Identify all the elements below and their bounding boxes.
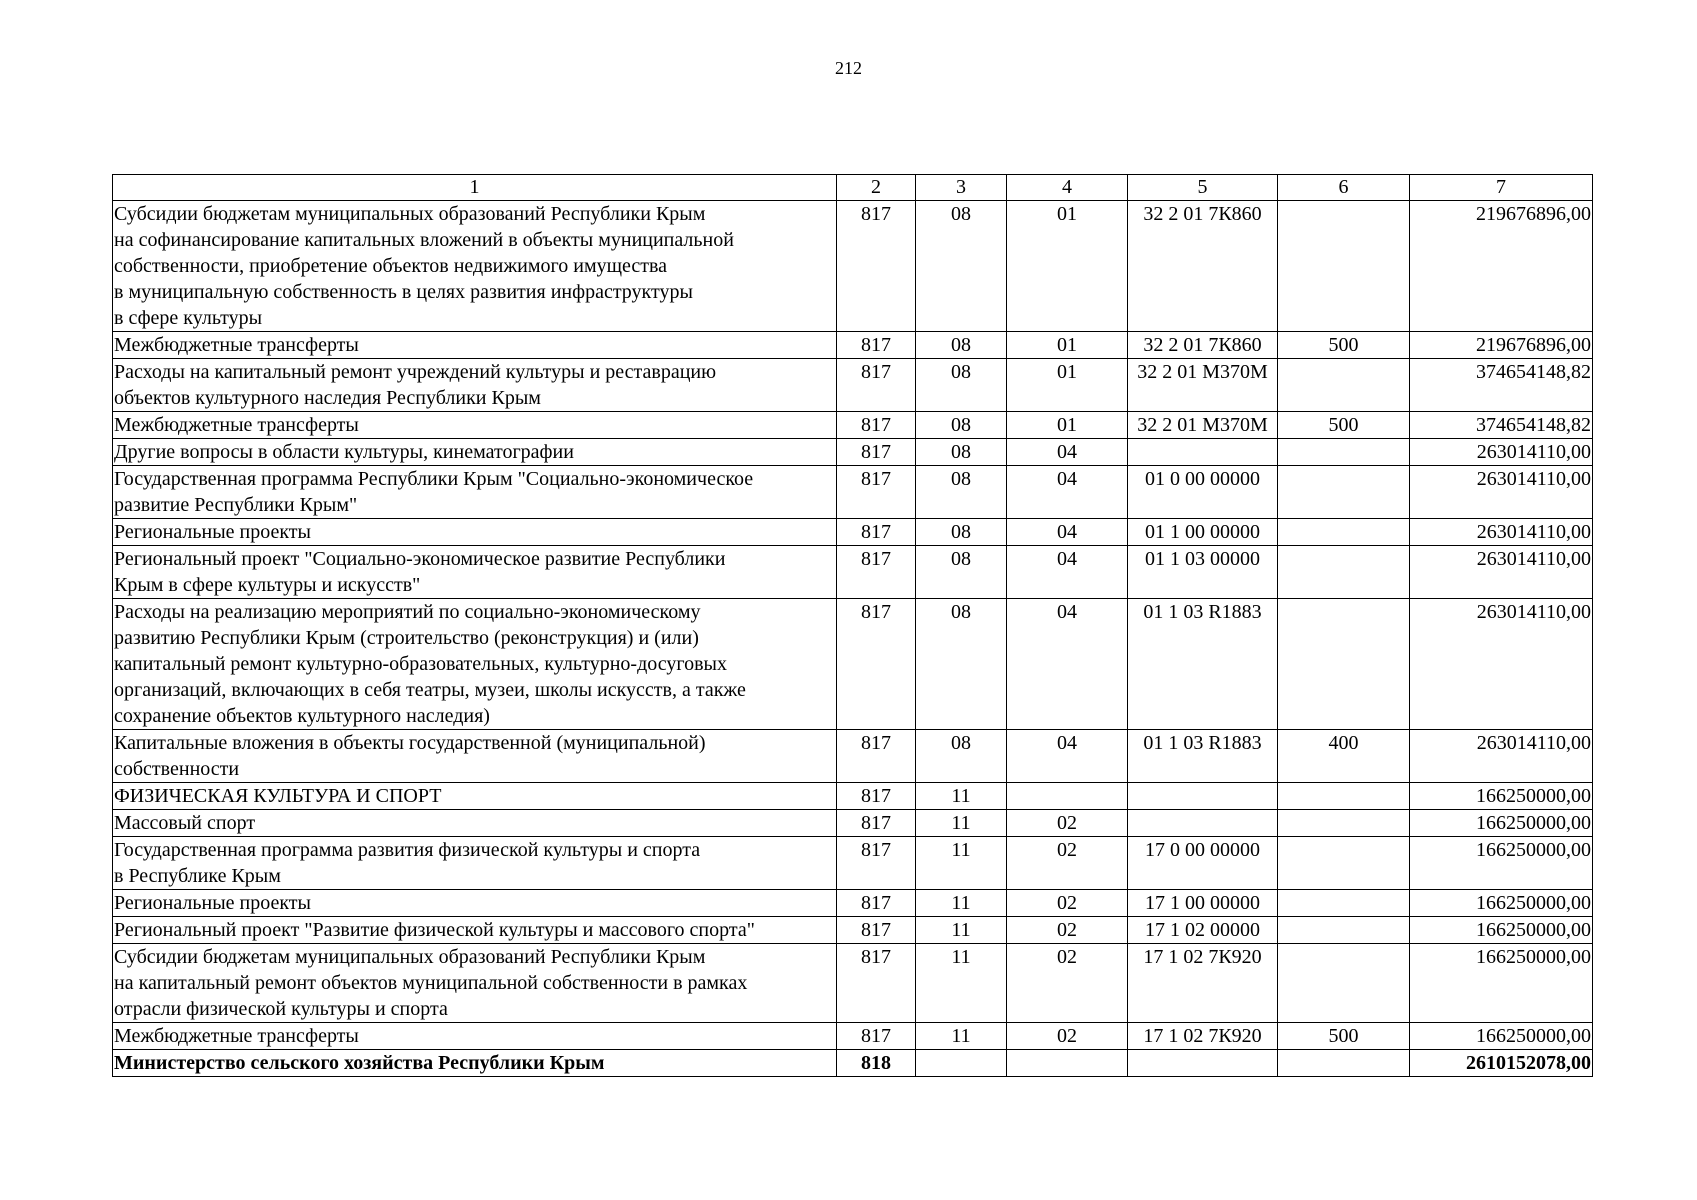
cell-expense-type	[1278, 837, 1410, 890]
cell-target-article: 32 2 01 7К860	[1128, 201, 1278, 332]
cell-grbs: 817	[837, 519, 916, 546]
cell-grbs: 817	[837, 917, 916, 944]
cell-section	[916, 1050, 1007, 1077]
cell-target-article: 32 2 01 7К860	[1128, 332, 1278, 359]
cell-expense-type: 500	[1278, 412, 1410, 439]
cell-section: 11	[916, 890, 1007, 917]
cell-name: Капитальные вложения в объекты государственной (муниципальной) собственности	[113, 730, 837, 783]
header-cell-expense-type: 6	[1278, 175, 1410, 201]
cell-amount: 166250000,00	[1410, 837, 1593, 890]
cell-expense-type	[1278, 783, 1410, 810]
table-row	[113, 917, 1593, 944]
cell-target-article: 17 1 02 7К920	[1128, 1023, 1278, 1050]
cell-subsection: 04	[1007, 439, 1128, 466]
cell-subsection: 02	[1007, 1023, 1128, 1050]
cell-subsection: 04	[1007, 599, 1128, 730]
table-row	[113, 439, 1593, 466]
header-row	[113, 175, 1593, 201]
header-cell-target-article: 5	[1128, 175, 1278, 201]
cell-section: 11	[916, 810, 1007, 837]
table-row	[113, 519, 1593, 546]
cell-section: 08	[916, 466, 1007, 519]
table-row	[113, 332, 1593, 359]
cell-grbs: 817	[837, 730, 916, 783]
cell-target-article	[1128, 439, 1278, 466]
cell-name: Субсидии бюджетам муниципальных образований Республики Крым на софинансирование капитальных вложений в объекты муниципальной собственности, приобретение объектов недвижимого имущества в муниципальную собственность в целях развития инфраструктуры в сфере культуры	[113, 201, 837, 332]
cell-subsection: 04	[1007, 546, 1128, 599]
cell-grbs: 817	[837, 944, 916, 1023]
cell-section: 08	[916, 412, 1007, 439]
cell-name: Региональные проекты	[113, 519, 837, 546]
cell-subsection: 02	[1007, 944, 1128, 1023]
table-row	[113, 466, 1593, 519]
cell-expense-type	[1278, 466, 1410, 519]
cell-amount: 2610152078,00	[1410, 1050, 1593, 1077]
cell-name: Региональный проект "Социально-экономическое развитие Республики Крым в сфере культуры и искусств"	[113, 546, 837, 599]
cell-section: 11	[916, 1023, 1007, 1050]
cell-target-article: 32 2 01 М370М	[1128, 412, 1278, 439]
cell-expense-type	[1278, 439, 1410, 466]
budget-table	[112, 174, 1593, 1077]
cell-name: ФИЗИЧЕСКАЯ КУЛЬТУРА И СПОРТ	[113, 783, 837, 810]
header-cell-subsection: 4	[1007, 175, 1128, 201]
cell-expense-type	[1278, 359, 1410, 412]
cell-grbs: 817	[837, 466, 916, 519]
table-row	[113, 1023, 1593, 1050]
cell-section: 08	[916, 546, 1007, 599]
cell-subsection: 04	[1007, 519, 1128, 546]
cell-name: Расходы на капитальный ремонт учреждений культуры и реставрацию объектов культурного наследия Республики Крым	[113, 359, 837, 412]
cell-expense-type	[1278, 546, 1410, 599]
cell-target-article: 01 1 03 00000	[1128, 546, 1278, 599]
cell-section: 08	[916, 519, 1007, 546]
table-row	[113, 890, 1593, 917]
cell-name: Региональные проекты	[113, 890, 837, 917]
cell-subsection: 04	[1007, 730, 1128, 783]
cell-amount: 263014110,00	[1410, 730, 1593, 783]
cell-expense-type	[1278, 890, 1410, 917]
cell-expense-type: 400	[1278, 730, 1410, 783]
cell-amount: 166250000,00	[1410, 917, 1593, 944]
header-cell-amount: 7	[1410, 175, 1593, 201]
cell-subsection: 02	[1007, 810, 1128, 837]
cell-amount: 263014110,00	[1410, 519, 1593, 546]
cell-grbs: 818	[837, 1050, 916, 1077]
cell-amount: 374654148,82	[1410, 412, 1593, 439]
cell-subsection: 01	[1007, 201, 1128, 332]
cell-grbs: 817	[837, 359, 916, 412]
cell-subsection: 02	[1007, 890, 1128, 917]
table-row	[113, 730, 1593, 783]
table-row	[113, 359, 1593, 412]
cell-target-article	[1128, 1050, 1278, 1077]
cell-expense-type: 500	[1278, 1023, 1410, 1050]
cell-expense-type	[1278, 944, 1410, 1023]
cell-expense-type: 500	[1278, 332, 1410, 359]
cell-amount: 166250000,00	[1410, 890, 1593, 917]
cell-amount: 219676896,00	[1410, 332, 1593, 359]
cell-section: 08	[916, 359, 1007, 412]
cell-subsection: 01	[1007, 359, 1128, 412]
cell-grbs: 817	[837, 412, 916, 439]
cell-target-article: 01 1 03 R1883	[1128, 730, 1278, 783]
cell-amount: 219676896,00	[1410, 201, 1593, 332]
cell-subsection: 01	[1007, 332, 1128, 359]
cell-section: 11	[916, 944, 1007, 1023]
table-body	[113, 201, 1593, 1077]
cell-expense-type	[1278, 519, 1410, 546]
cell-section: 08	[916, 439, 1007, 466]
cell-name: Межбюджетные трансферты	[113, 332, 837, 359]
cell-amount: 263014110,00	[1410, 599, 1593, 730]
cell-grbs: 817	[837, 890, 916, 917]
cell-name: Межбюджетные трансферты	[113, 1023, 837, 1050]
table-row	[113, 783, 1593, 810]
table-row	[113, 810, 1593, 837]
cell-target-article: 17 0 00 00000	[1128, 837, 1278, 890]
cell-grbs: 817	[837, 201, 916, 332]
header-cell-grbs: 2	[837, 175, 916, 201]
cell-target-article: 17 1 02 00000	[1128, 917, 1278, 944]
table-row	[113, 944, 1593, 1023]
cell-grbs: 817	[837, 332, 916, 359]
page-number: 212	[835, 58, 862, 78]
cell-name: Субсидии бюджетам муниципальных образований Республики Крым на капитальный ремонт объектов муниципальной собственности в рамках отрасли физической культуры и спорта	[113, 944, 837, 1023]
cell-target-article: 32 2 01 М370М	[1128, 359, 1278, 412]
cell-section: 11	[916, 917, 1007, 944]
table-row	[113, 837, 1593, 890]
header-cell-name: 1	[113, 175, 837, 201]
cell-grbs: 817	[837, 1023, 916, 1050]
cell-name: Межбюджетные трансферты	[113, 412, 837, 439]
header-cell-section: 3	[916, 175, 1007, 201]
cell-grbs: 817	[837, 599, 916, 730]
cell-amount: 374654148,82	[1410, 359, 1593, 412]
cell-grbs: 817	[837, 810, 916, 837]
cell-amount: 166250000,00	[1410, 944, 1593, 1023]
cell-subsection: 04	[1007, 466, 1128, 519]
cell-amount: 263014110,00	[1410, 439, 1593, 466]
cell-section: 08	[916, 730, 1007, 783]
cell-name: Министерство сельского хозяйства Республики Крым	[113, 1050, 837, 1077]
cell-name: Другие вопросы в области культуры, кинематографии	[113, 439, 837, 466]
cell-grbs: 817	[837, 439, 916, 466]
cell-target-article: 01 1 00 00000	[1128, 519, 1278, 546]
cell-amount: 263014110,00	[1410, 466, 1593, 519]
cell-subsection: 01	[1007, 412, 1128, 439]
cell-target-article	[1128, 783, 1278, 810]
cell-amount: 263014110,00	[1410, 546, 1593, 599]
cell-target-article: 17 1 00 00000	[1128, 890, 1278, 917]
cell-target-article: 01 1 03 R1883	[1128, 599, 1278, 730]
cell-expense-type	[1278, 1050, 1410, 1077]
cell-amount: 166250000,00	[1410, 810, 1593, 837]
cell-name: Государственная программа Республики Крым "Социально-экономическое развитие Республики Крым"	[113, 466, 837, 519]
cell-target-article: 01 0 00 00000	[1128, 466, 1278, 519]
cell-section: 08	[916, 201, 1007, 332]
cell-grbs: 817	[837, 783, 916, 810]
cell-expense-type	[1278, 599, 1410, 730]
table-row	[113, 546, 1593, 599]
cell-expense-type	[1278, 917, 1410, 944]
cell-section: 11	[916, 837, 1007, 890]
table-header	[113, 175, 1593, 201]
table-row	[113, 599, 1593, 730]
table-row	[113, 1050, 1593, 1077]
cell-name: Региональный проект "Развитие физической культуры и массового спорта"	[113, 917, 837, 944]
cell-expense-type	[1278, 201, 1410, 332]
cell-grbs: 817	[837, 546, 916, 599]
cell-name: Государственная программа развития физической культуры и спорта в Республике Крым	[113, 837, 837, 890]
cell-subsection	[1007, 1050, 1128, 1077]
table-row	[113, 201, 1593, 332]
cell-grbs: 817	[837, 837, 916, 890]
cell-expense-type	[1278, 810, 1410, 837]
cell-section: 11	[916, 783, 1007, 810]
cell-amount: 166250000,00	[1410, 783, 1593, 810]
cell-section: 08	[916, 332, 1007, 359]
cell-name: Массовый спорт	[113, 810, 837, 837]
cell-subsection: 02	[1007, 917, 1128, 944]
cell-subsection: 02	[1007, 837, 1128, 890]
cell-target-article: 17 1 02 7К920	[1128, 944, 1278, 1023]
table-row	[113, 412, 1593, 439]
cell-section: 08	[916, 599, 1007, 730]
cell-target-article	[1128, 810, 1278, 837]
cell-name: Расходы на реализацию мероприятий по социально-экономическому развитию Республики Крым (строительство (реконструкция) и (или) капитальный ремонт культурно-образовательных, культурно-досуговых организаций, включающих в себя театры, музеи, школы искусств, а также сохранение объектов культурного наследия)	[113, 599, 837, 730]
cell-amount: 166250000,00	[1410, 1023, 1593, 1050]
cell-subsection	[1007, 783, 1128, 810]
